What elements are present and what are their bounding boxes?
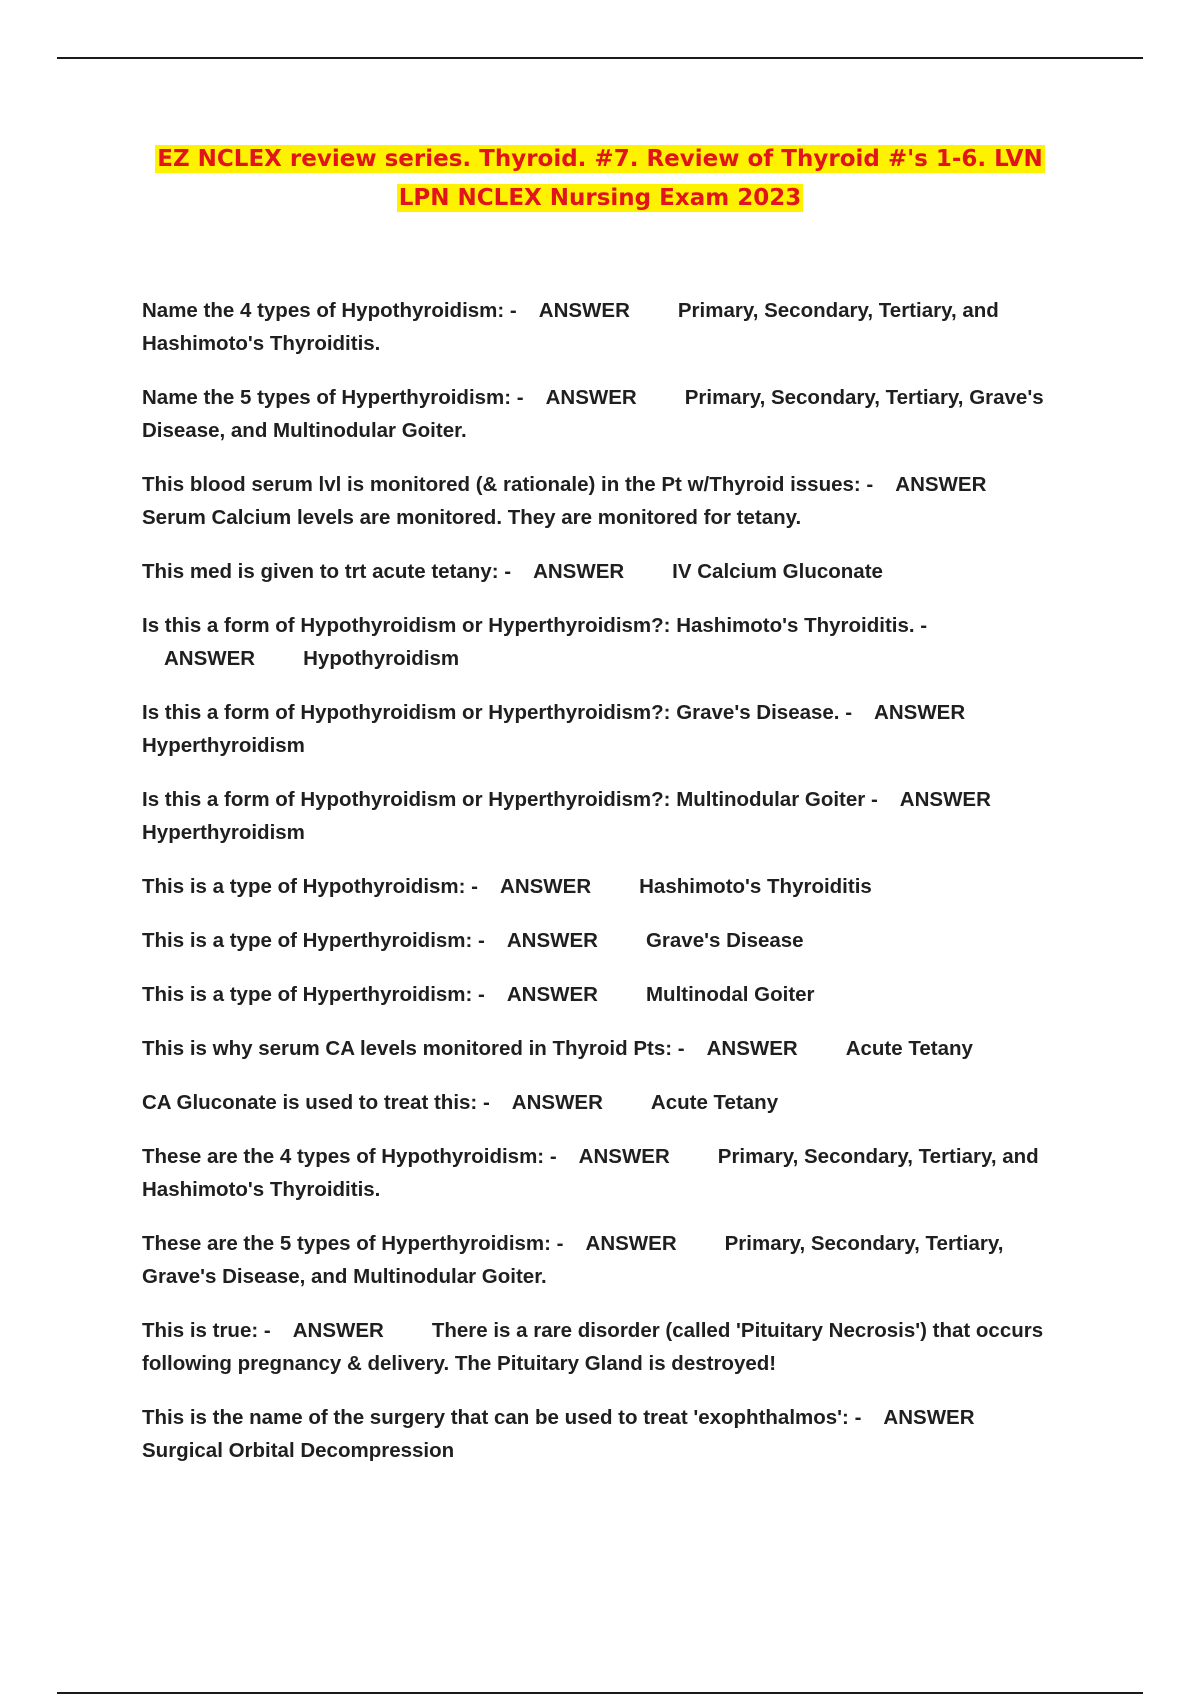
qa-item xyxy=(142,1140,1082,1206)
qa-question: Name the 5 types of Hyperthyroidism: - xyxy=(142,386,524,409)
qa-item xyxy=(142,924,1082,957)
qa-question: This med is given to trt acute tetany: - xyxy=(142,560,512,583)
bottom-rule xyxy=(57,1692,1143,1694)
qa-item xyxy=(142,1227,1082,1293)
answer-label: ANSWER xyxy=(511,1091,603,1114)
qa-item xyxy=(142,294,1082,360)
qa-question: CA Gluconate is used to treat this: - xyxy=(142,1091,490,1114)
qa-question: This is true: - xyxy=(142,1319,271,1342)
title-line-1: EZ NCLEX review series. Thyroid. #7. Review of Thyroid #'s 1-6. LVN xyxy=(157,146,1043,172)
answer-label: ANSWER xyxy=(164,647,256,670)
qa-question: Name the 4 types of Hypothyroidism: - xyxy=(142,299,517,322)
qa-answer: Primary, Secondary, Tertiary, Grave's Disease, and Multinodular Goiter. xyxy=(142,1232,1004,1288)
qa-answer: Surgical Orbital Decompression xyxy=(142,1439,455,1462)
qa-item xyxy=(142,555,1082,588)
qa-question: This is why serum CA levels monitored in Thyroid Pts: - xyxy=(142,1037,685,1060)
answer-label: ANSWER xyxy=(895,473,987,496)
qa-item xyxy=(142,696,1082,762)
qa-question: Is this a form of Hypothyroidism or Hyperthyroidism?: Grave's Disease. - xyxy=(142,701,853,724)
qa-question: This is a type of Hyperthyroidism: - xyxy=(142,983,485,1006)
answer-label: ANSWER xyxy=(506,929,598,952)
qa-list xyxy=(142,294,1082,1488)
answer-label: ANSWER xyxy=(538,299,630,322)
qa-answer: Serum Calcium levels are monitored. They are monitored for tetany. xyxy=(142,506,802,529)
qa-question: This is a type of Hypothyroidism: - xyxy=(142,875,479,898)
qa-answer: Primary, Secondary, Tertiary, and Hashimoto's Thyroiditis. xyxy=(142,1145,1039,1201)
qa-item xyxy=(142,1086,1082,1119)
qa-question: This blood serum lvl is monitored (& rationale) in the Pt w/Thyroid issues: - xyxy=(142,473,874,496)
title-line-2: LPN NCLEX Nursing Exam 2023 xyxy=(398,185,802,211)
qa-item xyxy=(142,1032,1082,1065)
qa-item xyxy=(142,609,1082,675)
qa-answer: Hashimoto's Thyroiditis xyxy=(639,875,872,898)
answer-label: ANSWER xyxy=(545,386,637,409)
qa-question: These are the 4 types of Hypothyroidism: - xyxy=(142,1145,557,1168)
qa-answer: Hyperthyroidism xyxy=(142,821,305,844)
answer-label: ANSWER xyxy=(578,1145,670,1168)
qa-question: This is the name of the surgery that can be used to treat 'exophthalmos': - xyxy=(142,1406,862,1429)
answer-label: ANSWER xyxy=(533,560,625,583)
answer-label: ANSWER xyxy=(874,701,966,724)
qa-answer: Acute Tetany xyxy=(845,1037,973,1060)
qa-answer: Acute Tetany xyxy=(650,1091,779,1114)
answer-label: ANSWER xyxy=(292,1319,384,1342)
qa-answer: Hyperthyroidism xyxy=(142,734,305,757)
qa-question: This is a type of Hyperthyroidism: - xyxy=(142,929,485,952)
qa-answer: IV Calcium Gluconate xyxy=(672,560,883,583)
qa-question: Is this a form of Hypothyroidism or Hyperthyroidism?: Multinodular Goiter - xyxy=(142,788,878,811)
qa-item xyxy=(142,870,1082,903)
answer-label: ANSWER xyxy=(706,1037,798,1060)
qa-item xyxy=(142,783,1082,849)
qa-item xyxy=(142,381,1082,447)
qa-question: These are the 5 types of Hyperthyroidism: - xyxy=(142,1232,564,1255)
qa-answer: There is a rare disorder (called 'Pituitary Necrosis') that occurs following pregnancy & delivery. The Pituitary Gland is destroyed! xyxy=(142,1319,1044,1375)
answer-label: ANSWER xyxy=(899,788,991,811)
qa-answer: Primary, Secondary, Tertiary, and Hashimoto's Thyroiditis. xyxy=(142,299,999,355)
answer-label: ANSWER xyxy=(883,1406,975,1429)
qa-item xyxy=(142,468,1082,534)
qa-item xyxy=(142,1314,1082,1380)
qa-item xyxy=(142,1401,1082,1467)
answer-label: ANSWER xyxy=(500,875,592,898)
document-title xyxy=(57,140,1143,218)
qa-question: Is this a form of Hypothyroidism or Hyperthyroidism?: Hashimoto's Thyroiditis. - xyxy=(142,614,928,637)
answer-label: ANSWER xyxy=(506,983,598,1006)
answer-label: ANSWER xyxy=(585,1232,677,1255)
qa-answer: Hypothyroidism xyxy=(303,647,460,670)
qa-answer: Primary, Secondary, Tertiary, Grave's Disease, and Multinodular Goiter. xyxy=(142,386,1044,442)
qa-item xyxy=(142,978,1082,1011)
top-rule xyxy=(57,57,1143,59)
qa-answer: Multinodal Goiter xyxy=(645,983,815,1006)
qa-answer: Grave's Disease xyxy=(645,929,804,952)
